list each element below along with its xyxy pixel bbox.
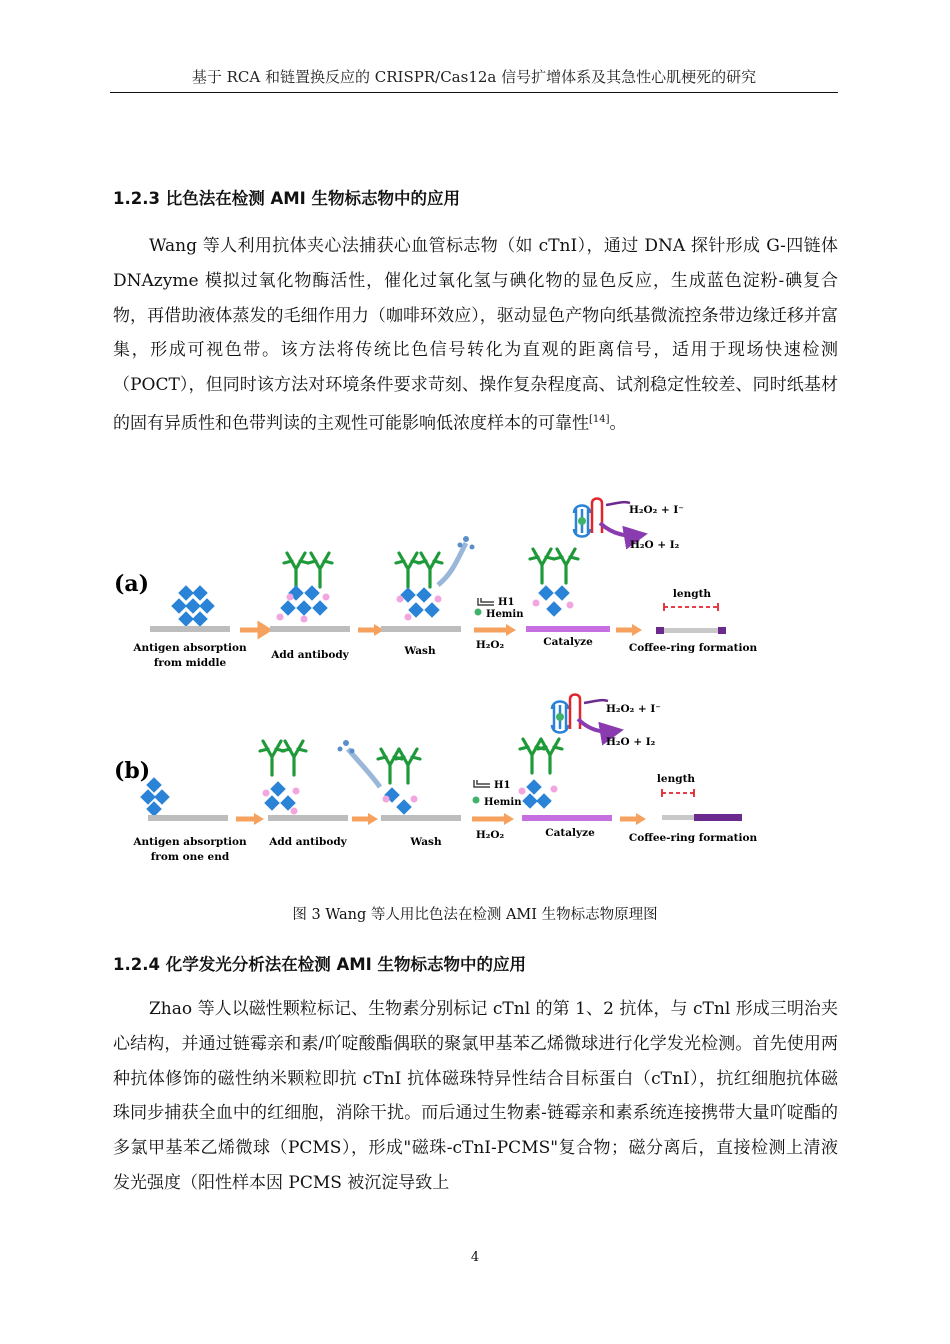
svg-text:H₂O₂ + I⁻: H₂O₂ + I⁻ <box>606 703 661 715</box>
panel-a-step4 <box>526 499 684 649</box>
paragraph-colorimetry <box>113 229 838 441</box>
svg-text:from middle: from middle <box>153 657 227 669</box>
figure-caption: 图 3 Wang 等人用比色法在检测 AMI 生物标志物原理图 <box>292 907 658 923</box>
panel-b-step3 <box>338 740 462 848</box>
svg-text:H₂O + I₂: H₂O + I₂ <box>630 539 680 551</box>
svg-text:H₂O₂: H₂O₂ <box>475 639 505 651</box>
svg-text:length: length <box>672 588 712 600</box>
arrow-a1 <box>240 625 268 635</box>
svg-text:Antigen absorption: Antigen absorption <box>133 836 247 848</box>
svg-text:Add antibody: Add antibody <box>271 649 349 661</box>
svg-text:H₂O₂: H₂O₂ <box>475 829 505 841</box>
svg-text:Hemin: Hemin <box>486 609 524 620</box>
paragraph-chemiluminescence: Zhao 等人以磁性颗粒标记、生物素分别标记 cTnl 的第 1、2 抗体，与 cTnl 形成三明治夹心结构，并通过链霉亲和素/吖啶酸酯偶联的聚氯甲基苯乙烯微球进行化学发光检测。首先使用两种抗体修饰的磁性纳米颗粒即抗 cTnI 抗体磁珠特异性结合目标蛋白（cTnI），抗红细胞抗体磁珠同步捕获全血中的红细胞，消除干扰。而后通过生物素-链霉亲和素系统连接携带大量吖啶酯的多氯甲基苯乙烯微球（PCMS），形成"磁珠-cTnI-PCMS"复合物；磁分离后，直接检测上清液发光强度（阳性样本因 PCMS 被沉淀导致上 <box>113 999 838 1193</box>
svg-text:Add antibody: Add antibody <box>269 836 347 848</box>
svg-text:H1: H1 <box>498 597 515 608</box>
svg-text:H₂O + I₂: H₂O + I₂ <box>606 736 656 748</box>
panel-b-label: (b) <box>114 758 151 784</box>
svg-text:length: length <box>656 773 696 785</box>
panel-a-label: (a) <box>114 571 150 597</box>
panel-b-step5 <box>629 773 758 844</box>
panel-a-step3 <box>381 536 475 657</box>
svg-text:Hemin: Hemin <box>484 797 522 808</box>
strip-a1 <box>150 626 230 632</box>
section-heading-1-2-4: 1.2.4 化学发光分析法在检测 AMI 生物标志物中的应用 <box>113 955 527 974</box>
header-rule <box>110 92 838 93</box>
paragraph-end: 。 <box>609 413 627 434</box>
panel-a-step5 <box>629 588 758 654</box>
svg-text:Wash: Wash <box>410 836 442 848</box>
section-heading-1-2-3: 1.2.3 比色法在检测 AMI 生物标志物中的应用 <box>113 189 461 208</box>
panel-a-step1 <box>132 585 247 669</box>
svg-text:Coffee-ring formation: Coffee-ring formation <box>628 832 758 844</box>
figure-3-diagram <box>108 493 768 885</box>
panel-b-step2 <box>260 741 348 848</box>
page-number: 4 <box>470 1250 480 1265</box>
svg-text:Catalyze: Catalyze <box>543 636 593 648</box>
citation: [14] <box>589 413 610 425</box>
svg-text:Antigen absorption: Antigen absorption <box>133 642 247 654</box>
svg-text:Coffee-ring formation: Coffee-ring formation <box>628 642 758 654</box>
svg-text:Wash: Wash <box>404 645 436 657</box>
svg-text:H1: H1 <box>494 780 511 791</box>
running-header: 基于 RCA 和链置换反应的 CRISPR/Cas12a 信号扩增体系及其急性心肌梗死的研究 <box>191 68 757 86</box>
panel-b-step1 <box>132 777 247 863</box>
svg-text:H₂O₂ + I⁻: H₂O₂ + I⁻ <box>629 504 684 516</box>
paragraph-text: Wang 等人利用抗体夹心法捕获心血管标志物（如 cTnI），通过 DNA 探针形成 G-四链体 DNAzyme 模拟过氧化物酶活性，催化过氧化氢与碘化物的显色反应，生成蓝色淀粉-碘复合物，再借助液体蒸发的毛细作用力（咖啡环效应），驱动显色产物向纸基微流控条带边缘迁移并富集，形成可视色带。该方法将传统比色信号转化为直观的距离信号，适用于现场快速检测（POCT），但同时该方法对环境条件要求苛刻、操作复杂程度高、试剂稳定性较差、同时纸基材的固有异质性和色带判读的主观性可能影响低浓度样本的可靠性 <box>113 236 838 434</box>
panel-a-step2 <box>270 553 350 661</box>
panel-a-reagents <box>474 597 524 651</box>
svg-text:from one end: from one end <box>150 851 230 863</box>
panel-b-reagents <box>472 780 522 841</box>
svg-text:Catalyze: Catalyze <box>545 827 595 839</box>
